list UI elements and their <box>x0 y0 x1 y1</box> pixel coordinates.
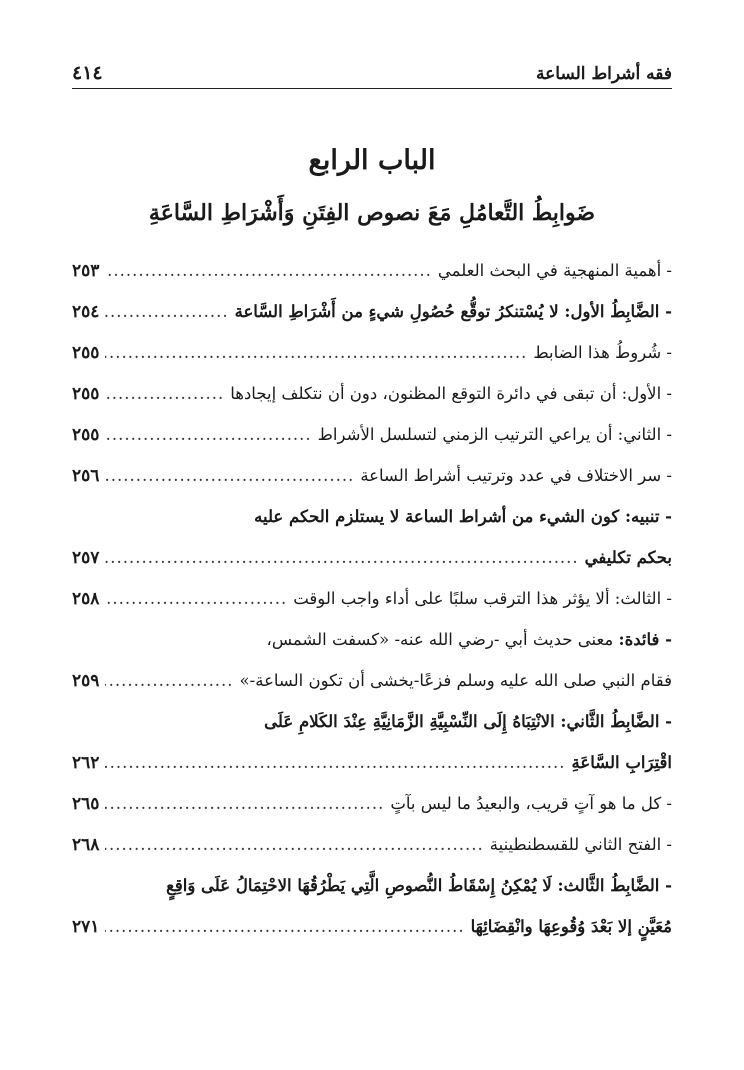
toc-entry-text: - الضَّابِطُ الثَّالث: لَا يُمْكِنُ إِسْقَاطُ النُّصوصِ الَّتِي يَطْرُقُهَا الاحْتِمَالُ عَلَى وَاقِعٍ <box>166 876 672 895</box>
toc-entry-page: ٢٦٥ <box>72 793 100 814</box>
toc-entry-text: - كل ما هو آتٍ قريب، والبعيدُ ما ليس بآتٍ <box>390 794 672 813</box>
toc-entry-text: - تنبيه: كون الشيء من أشراط الساعة لا يستلزم الحكم عليه <box>254 507 672 526</box>
toc-entry <box>72 619 672 660</box>
toc-leader-dots <box>105 589 287 608</box>
toc-entry-page: ٢٥٥ <box>72 342 100 363</box>
toc-entry-page: ٢٧١ <box>72 916 100 937</box>
toc-entry-page: ٢٥٣ <box>72 260 100 281</box>
toc-entry-page: ٢٦٨ <box>72 834 100 855</box>
page-number: ٤١٤ <box>72 62 103 84</box>
chapter-title: الباب الرابع <box>308 145 436 176</box>
toc-leader-dots <box>105 835 483 854</box>
toc-entry-text: - الثالث: ألا يؤثر هذا الترقب سلبًا على أداء واجب الوقت <box>293 589 672 608</box>
toc-entry-body: معنى حديث أبي -رضي الله عنه- «كسفت الشمس، <box>266 630 619 649</box>
toc-leader-dots <box>105 343 527 362</box>
toc-leader-dots <box>105 384 224 403</box>
table-of-contents <box>72 250 672 947</box>
toc-entry-text: - الثاني: أن يراعي الترتيب الزمني لتسلسل الأشراط <box>317 425 672 444</box>
toc-entry-text: مُعَيَّنٍ إلا بَعْدَ وُقُوعِهَا وانْقِضَائِهَا <box>470 917 672 936</box>
toc-leader-dots <box>105 425 311 444</box>
toc-entry <box>72 373 672 414</box>
toc-leader-dots <box>105 917 464 936</box>
toc-entry-label: - فائدة: <box>618 630 672 649</box>
toc-entry-page: ٢٥٥ <box>72 383 100 404</box>
toc-entry-text: - الضَّابِطُ الأول: لا يُسْتنكرُ توقُّع حُصُولِ شيءٍ من أَشْرَاطِ السَّاعة <box>234 302 672 321</box>
toc-entry-page: ٢٥٧ <box>72 547 100 568</box>
chapter-subtitle: ضَوابِطُ التَّعامُلِ مَعَ نصوص الفِتَنِ وَأَشْرَاطِ السَّاعَةِ <box>148 200 596 226</box>
toc-entry <box>72 660 672 701</box>
toc-entry-page: ٢٥٨ <box>72 588 100 609</box>
toc-entry <box>72 537 672 578</box>
toc-entry-text: - الأول: أن تبقى في دائرة التوقع المظنون، دون أن نتكلف إيجادها <box>230 384 672 403</box>
toc-entry <box>72 332 672 373</box>
toc-entry <box>72 250 672 291</box>
toc-leader-dots <box>105 794 384 813</box>
toc-entry <box>72 496 672 537</box>
toc-entry-text: - شُروطُ هذا الضابط <box>533 343 672 362</box>
toc-entry-page: ٢٥٦ <box>72 465 100 486</box>
toc-entry <box>72 783 672 824</box>
toc-entry-page: ٢٥٤ <box>72 301 100 322</box>
toc-entry-text: - أهمية المنهجية في البحث العلمي <box>437 261 672 280</box>
toc-entry <box>72 742 672 783</box>
toc-leader-dots <box>105 548 578 567</box>
toc-entry <box>72 906 672 947</box>
toc-entry <box>72 824 672 865</box>
toc-entry <box>72 865 672 906</box>
header-rule <box>72 88 672 89</box>
toc-leader-dots <box>105 302 228 321</box>
toc-entry <box>72 701 672 742</box>
toc-entry-page: ٢٦٢ <box>72 752 100 773</box>
toc-entry-text: اقْتِرَابِ السَّاعَةِ <box>571 753 672 772</box>
toc-entry <box>72 414 672 455</box>
toc-leader-dots <box>105 753 565 772</box>
running-title: فقه أشراط الساعة <box>536 64 672 84</box>
toc-leader-dots <box>105 466 354 485</box>
toc-entry <box>72 291 672 332</box>
toc-entry-page: ٢٥٩ <box>72 670 100 691</box>
page-header <box>72 58 672 84</box>
toc-entry-text: فقام النبي صلى الله عليه وسلم فزعًا-يخشى أن تكون الساعة-» <box>239 671 672 690</box>
toc-entry-text: - الفتح الثاني للقسطنطينية <box>489 835 672 854</box>
toc-entry <box>72 455 672 496</box>
toc-entry-text: بحكم تكليفي <box>584 548 672 567</box>
toc-leader-dots <box>105 261 432 280</box>
toc-entry-text <box>267 630 673 649</box>
toc-entry-page: ٢٥٥ <box>72 424 100 445</box>
toc-entry <box>72 578 672 619</box>
toc-entry-text: - سر الاختلاف في عدد وترتيب أشراط الساعة <box>360 466 672 485</box>
toc-entry-text: - الضَّابِطُ الثَّاني: الانْتِبَاهُ إِلَى النِّسْبِيَّةِ الزَّمَانِيَّةِ عِنْدَ الكَلامِ عَلَى <box>264 712 672 731</box>
toc-leader-dots <box>105 671 233 690</box>
